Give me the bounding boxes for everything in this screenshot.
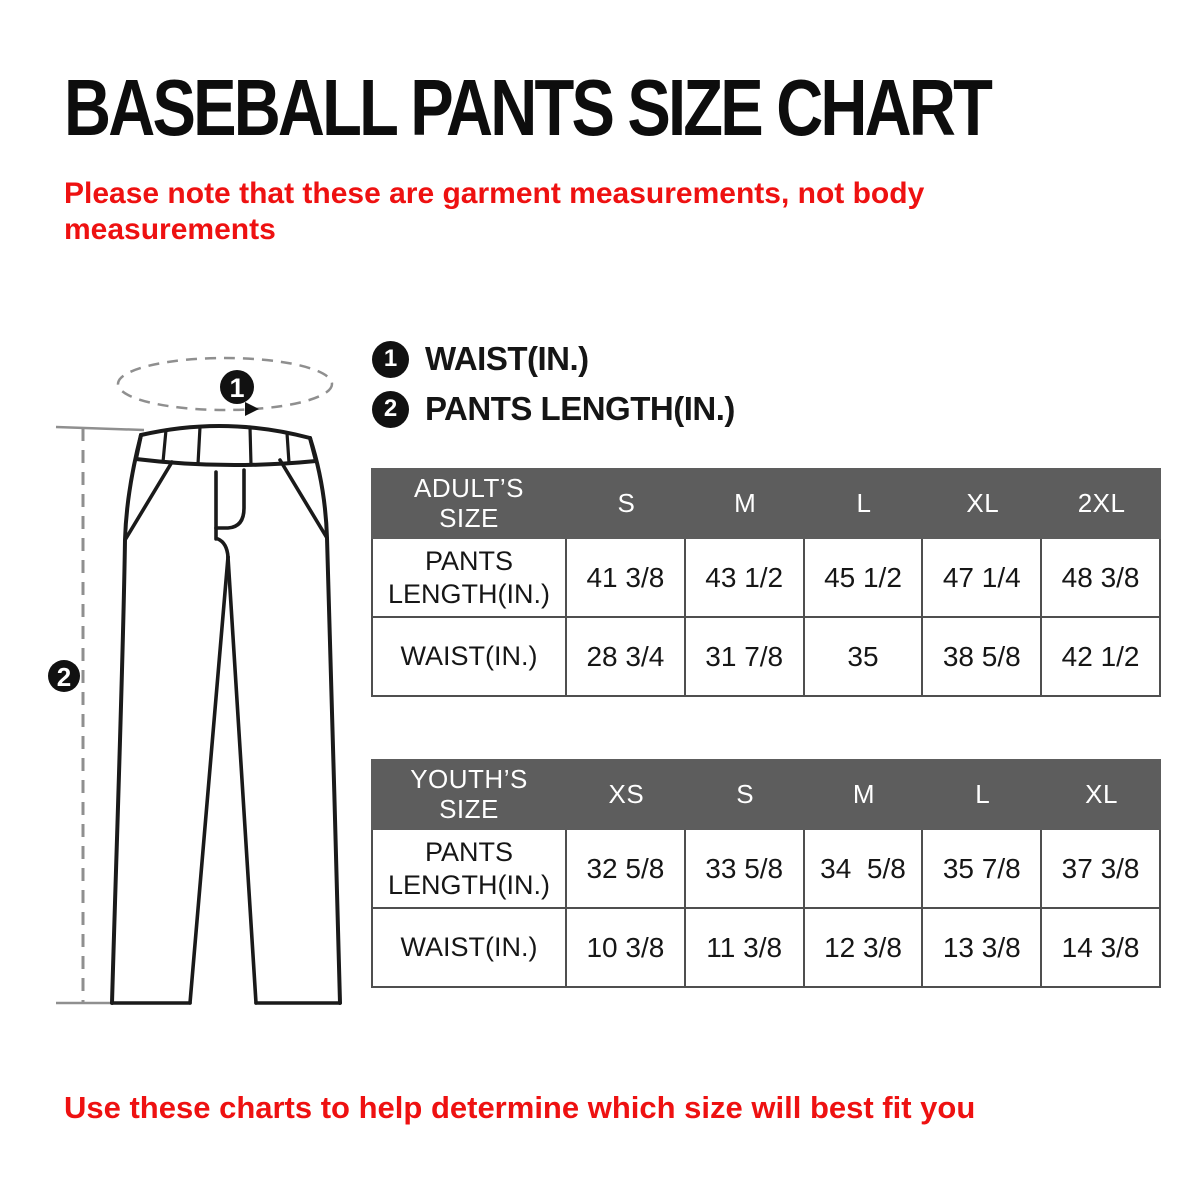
outer-right-seam [310, 438, 340, 1003]
youth-table-body [371, 830, 1161, 988]
legend-item-waist [372, 340, 735, 378]
note-line-2: measurements [64, 213, 276, 246]
inner-left-seam [190, 557, 228, 1003]
youth-length-label: PANTS LENGTH(IN.) [373, 830, 567, 909]
table-row [373, 830, 1161, 909]
adult-length-m: 43 1/2 [686, 539, 805, 618]
youth-length-l: 35 7/8 [923, 830, 1042, 909]
adult-length-l: 45 1/2 [805, 539, 924, 618]
crotch-line [218, 539, 228, 557]
adult-col-xl: XL [966, 487, 1000, 518]
youth-col-s: S [736, 778, 755, 809]
pants-diagram [40, 340, 370, 1020]
adult-length-2xl: 48 3/8 [1042, 539, 1161, 618]
youth-table-header [371, 759, 1161, 830]
fly-right-line [216, 470, 244, 528]
adult-waist-m: 31 7/8 [686, 618, 805, 697]
marker-1-number: 1 [229, 373, 245, 403]
youth-length-m: 34 5/8 [805, 830, 924, 909]
youth-length-xs: 32 5/8 [567, 830, 686, 909]
table-row [373, 909, 1161, 988]
adult-table-header [371, 468, 1161, 539]
youth-length-s: 33 5/8 [686, 830, 805, 909]
youth-waist-s: 11 3/8 [686, 909, 805, 988]
youth-size-table [371, 759, 1161, 988]
youth-length-xl: 37 3/8 [1042, 830, 1161, 909]
fit-advice-text: Use these charts to help determine which size will best fit you [64, 1090, 976, 1125]
length-top-line [56, 427, 144, 430]
adult-col-l: L [856, 487, 872, 518]
youth-waist-m: 12 3/8 [805, 909, 924, 988]
adult-col-s: S [617, 487, 636, 518]
adult-waist-xl: 38 5/8 [923, 618, 1042, 697]
adult-length-s: 41 3/8 [567, 539, 686, 618]
belt-loop-seam [163, 430, 166, 462]
inner-right-seam [228, 557, 256, 1003]
youth-table-title: YOUTH’S SIZE [410, 763, 528, 824]
note-line-1: Please note that these are garment measurements, not body [64, 177, 925, 210]
adult-table-body [371, 539, 1161, 697]
youth-waist-l: 13 3/8 [923, 909, 1042, 988]
adult-length-xl: 47 1/4 [923, 539, 1042, 618]
adult-waist-s: 28 3/4 [567, 618, 686, 697]
table-row [373, 539, 1161, 618]
page-title: BASEBALL PANTS SIZE CHART [64, 63, 991, 153]
legend-badge-1: 1 [372, 341, 409, 378]
adult-col-m: M [734, 487, 757, 518]
legend-item-pants-length [372, 390, 735, 428]
legend-label-waist: WAIST(IN.) [425, 340, 589, 377]
youth-waist-xl: 14 3/8 [1042, 909, 1161, 988]
youth-waist-xs: 10 3/8 [567, 909, 686, 988]
belt-loop-seam [250, 427, 251, 465]
adult-size-table [371, 468, 1161, 697]
measure-arrow-icon [245, 402, 259, 416]
adult-table-title: ADULT’S SIZE [414, 472, 524, 533]
adult-length-label: PANTS LENGTH(IN.) [373, 539, 567, 618]
marker-2-number: 2 [56, 662, 72, 692]
belt-loop-seam [198, 427, 200, 464]
adult-waist-l: 35 [805, 618, 924, 697]
youth-col-l: L [975, 778, 991, 809]
adult-waist-label: WAIST(IN.) [373, 618, 567, 697]
youth-col-m: M [852, 778, 876, 809]
youth-col-xs: XS [608, 778, 645, 809]
garment-measurement-note [64, 176, 924, 248]
adult-waist-2xl: 42 1/2 [1042, 618, 1161, 697]
legend-label-pants-length: PANTS LENGTH(IN.) [425, 390, 735, 427]
belt-loop-seam [287, 433, 289, 463]
table-row [373, 618, 1161, 697]
youth-waist-label: WAIST(IN.) [373, 909, 567, 988]
measurement-legend [372, 340, 735, 428]
adult-col-2xl: 2XL [1077, 487, 1126, 518]
youth-col-xl: XL [1085, 778, 1118, 809]
legend-badge-2: 2 [372, 391, 409, 428]
